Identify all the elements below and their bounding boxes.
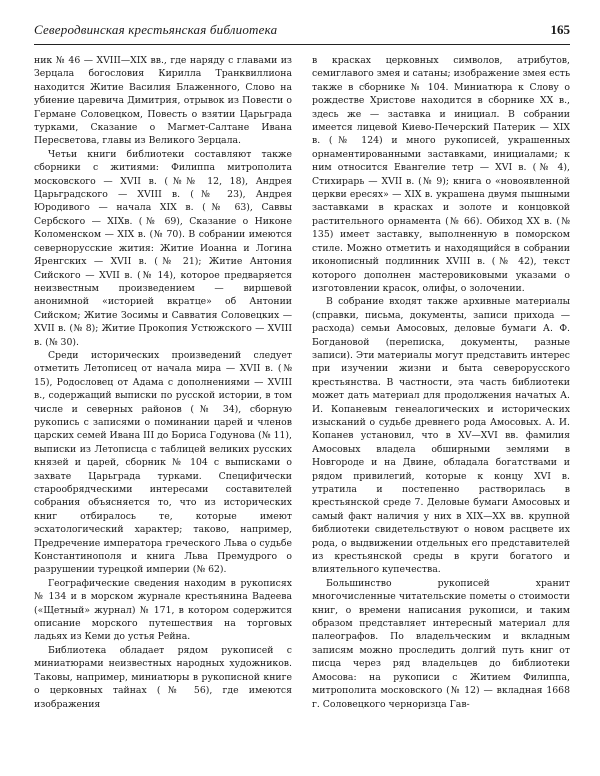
paragraph: ник № 46 — XVIII—XIX вв., где наряду с главами из Зерцала богословия Кирилла Транквиллиона находится Житие Василия Блаженного, Слово на убиение царевича Димитрия, отрывок из Повести о Германе Соловецком, Повесть о взятии Царьграда турками, Сказание о Магмет-Салтане Ивана Пересветова, главы из Великого Зерцала. (34, 55, 292, 147)
right-column (312, 54, 570, 766)
paragraph: в красках церковных символов, атрибутов, семиглавого змея и сатаны; изображение змея есть также в сборнике № 104. Миниатюра к Слову о рождестве Христове находится в сборнике XX в., здесь же — заставка и инициал. В собрании имеется лицевой Киево-Печерский Патерик — XIX в. (№ 124) и много рукописей, украшенных орнаментированными заставками, инициалами; к ним относится Евангелие тетр — XVI в. (№ 4), Стихирарь — XVII в. (№ 9); книга о «новоявленной церкви ересях» — XIX в. украшена двумя пышными заставками в красках и золоте и концовкой растительного орнамента (№ 66). Обиход XX в. (№ 135) имеет заставку, выполненную в поморском стиле. Можно отметить и находящийся в собрании иконописный подлинник XVIII в. (№ 42), текст которого дополнен мастеровиковыми указами о изготовлении красок, олифы, о золочении. (312, 55, 570, 294)
paragraph: Среди исторических произведений следует отметить Летописец от начала мира — XVII в. (№ 15), Родословец от Адама с дополнениями — XVIII в., содержащий выписки по русской истории, в том числе и северных районов (№ 34), сборную рукопись с записями о поминании царей и членов царских семей Ивана III до Бориса Годунова (№ 11), выписки из Летописца с таблицей великих русских князей и царей, сборник № 104 с выписками о захвате Царьграда турками. Специфически старообрядческими интересами составителей собрания объясняется то, что из исторических книг отбиралось те, которые имеют эсхатологический характер; таково, например, Предречение императора греческого Льва о судьбе Константинополя и книга Льва Премудрого о разрушении турецкой империи (№ 62). (34, 349, 292, 576)
paragraph: Библиотека обладает рядом рукописей с миниатюрами неизвестных народных художников. Таковы, например, миниатюры в рукописной книге о церковных тайнах (№ 56), где имеются изображения (34, 644, 292, 710)
running-title: Северодвинская крестьянская библиотека (34, 22, 278, 37)
paragraph: Географические сведения находим в рукописях № 134 и в морском журнале крестьянина Вадеева («Щетный» журнал) № 171, в котором содержится описание морского путешествия на торговых ладьях из Кеми до устья Рейна. (34, 577, 292, 643)
page-number: 165 (550, 22, 570, 37)
running-header (34, 18, 570, 45)
paragraph: Большинство рукописей хранит многочисленные читательские пометы о стоимости книг, о времени написания рукописи, и таким образом представляет интересный материал для палеографов. По владельческим и вкладным записям можно проследить долгий путь книг от писца через ряд владельцев до библиотеки Амосова: на рукописи с Житием Филиппа, митрополита московского (№ 12) — вкладная 1668 г. Соловецкого черноризца Гав- (312, 577, 570, 710)
paragraph: В собрание входят также архивные материалы (справки, письма, документы, записи прихода — расхода) семьи Амосовых, деловые бумаги А. Ф. Богдановой (переписка, документы, разные записи). Эти материалы могут представить интерес при изучении жизни и быта северорусского крестьянства. В частности, эта часть библиотеки может дать материал для продолжения начатых А. И. Копаневым генеалогических и исторических изысканий о судьбе древнего рода Амосовых. А. И. Копанев установил, что в XV—XVI вв. фамилия Амосовых владела обширными землями в Новгороде и на Двине, обладала богатствами и рядом привилегий, которые к концу XVI в. утратила и постепенно растворилась в крестьянской среде 7. Деловые бумаги Амосовых и самый факт наличия у них в XIX—XX вв. крупной библиотеки свидетельствуют о новом расцвете их рода, о выдвижении отдельных его представителей из крестьянской среды в круги богатого и влиятельного купечества. (312, 296, 570, 576)
left-column (34, 54, 292, 766)
paragraph: Четьи книги библиотеки составляют также сборники с житиями: Филиппа митрополита московского — XVII в. (№№ 12, 18), Андрея Царьградского — XVIII в. (№ 23), Андрея Юродивого — начала XIX в. (№ 63), Саввы Сербского — XIXв. (№ 69), Сказание о Никоне Коломенском — XIX в. (№ 70). В собрании имеются севернорусские жития: Житие Иоанна и Логина Яренгских — XVII в. (№ 21); Житие Антония Сийского — XVII в. (№ 14), которое предваряется неизвестным произведением — виршевой анонимной «историей вкратце» об Антонии Сийском; Житие Зосимы и Савватия Соловецких — XVII в. (№ 8); Житие Прокопия Устюжского — XVIII в. (№ 30). (34, 148, 292, 348)
